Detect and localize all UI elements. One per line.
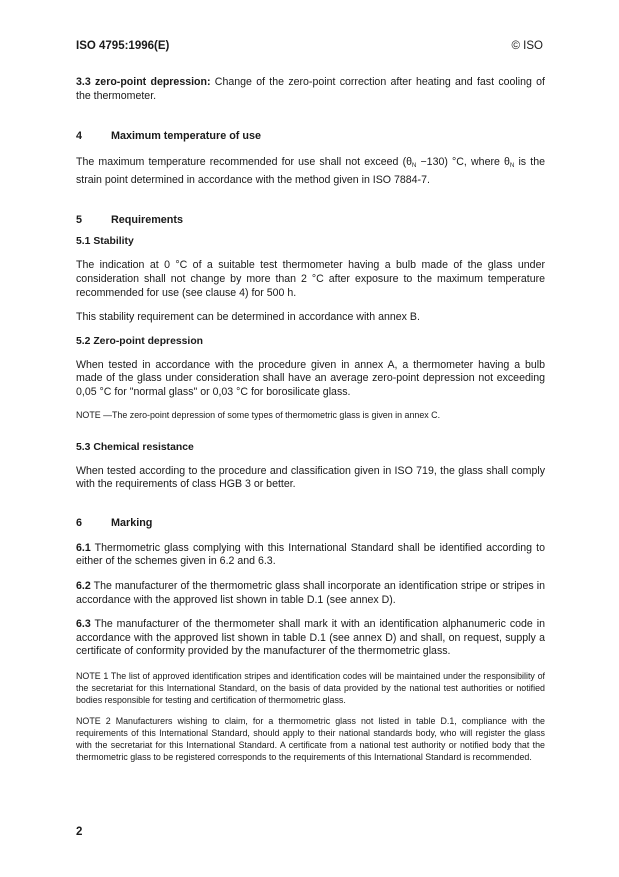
note-2: NOTE 2 Manufacturers wishing to claim, for a thermometric glass not listed in table D.1, compliance with the requirements of this International Standard, should apply to their national standards body, who will register the glass with the secretariat for this International Standard. A certificate from a national test authority or notified body that the thermometric glass to be registered corresponds to the requirements of this International Standard is recommended. [76,715,545,762]
subclause-5-1-heading: 5.1 Stability [76,236,134,248]
subclause-5-1-note: This stability requirement can be determined in accordance with annex B. [76,311,420,324]
note-1: NOTE 1 The list of approved identification stripes and identification codes will be maintained under the responsibility of the secretariat for this International Standard, on the basis of data provided by the national test authorities or notified bodies responsible for testing and certification of thermometric glass. [76,670,545,705]
clause-6-heading: 6 Marking [76,516,153,529]
paragraph-6-2: 6.2 The manufacturer of the thermometric glass shall incorporate an identification stripe or stripes in accordance with the approved list shown in table D.1 (see annex D). [76,579,545,606]
page-number: 2 [76,826,83,838]
paragraph-6-1: 6.1 Thermometric glass complying with this International Standard shall be identified according to either of the schemes given in 6.2 and 6.3. [76,541,545,568]
clause-4-text: The maximum temperature recommended for use shall not exceed (θN −130) °C, where θN is the strain point determined in accordance with the method given in ISO 7884-7. [76,156,545,186]
definition-3-3: 3.3 zero-point depression: Change of the zero-point correction after heating and fast cooling of the thermometer. [76,76,545,102]
page-content [76,76,545,763]
clause-5-heading: 5 Requirements [76,214,183,227]
subclause-5-1-text: The indication at 0 °C of a suitable test thermometer having a bulb made of the glass under consideration shall not change by more than 2 °C after exposure to the maximum temperature recommended for use (see clause 4) for 500 h. [76,259,545,299]
document-id: ISO 4795:1996(E) [76,40,170,52]
paragraph-6-3: 6.3 The manufacturer of the thermometer shall mark it with an identification alphanumeric code in accordance with the approved list shown in table D.1 (see annex D) and shall, on request, supply a certificate of conformity provided by the manufacturer of the thermometric glass. [76,618,545,658]
term-zero-point-depression: 3.3 zero-point depression: [76,76,211,88]
subclause-5-3-heading: 5.3 Chemical resistance [76,441,194,453]
subclause-5-2-heading: 5.2 Zero-point depression [76,335,204,347]
subclause-5-3-text: When tested according to the procedure and classification given in ISO 719, the glass shall comply with the requirements of class HGB 3 or better. [76,464,545,491]
copyright-mark: © ISO [511,40,543,52]
clause-4-heading: 4 Maximum temperature of use [76,130,261,143]
subclause-5-2-text: When tested in accordance with the procedure given in annex A, a thermometer having a bulb made of the glass under consideration shall have an average zero-point depression not exceeding 0,05 °C for "normal glass" or 0,03 °C for borosilicate glass. [76,358,545,398]
subclause-5-2-note: NOTE —The zero-point depression of some types of thermometric glass is given in annex C. [76,409,441,420]
